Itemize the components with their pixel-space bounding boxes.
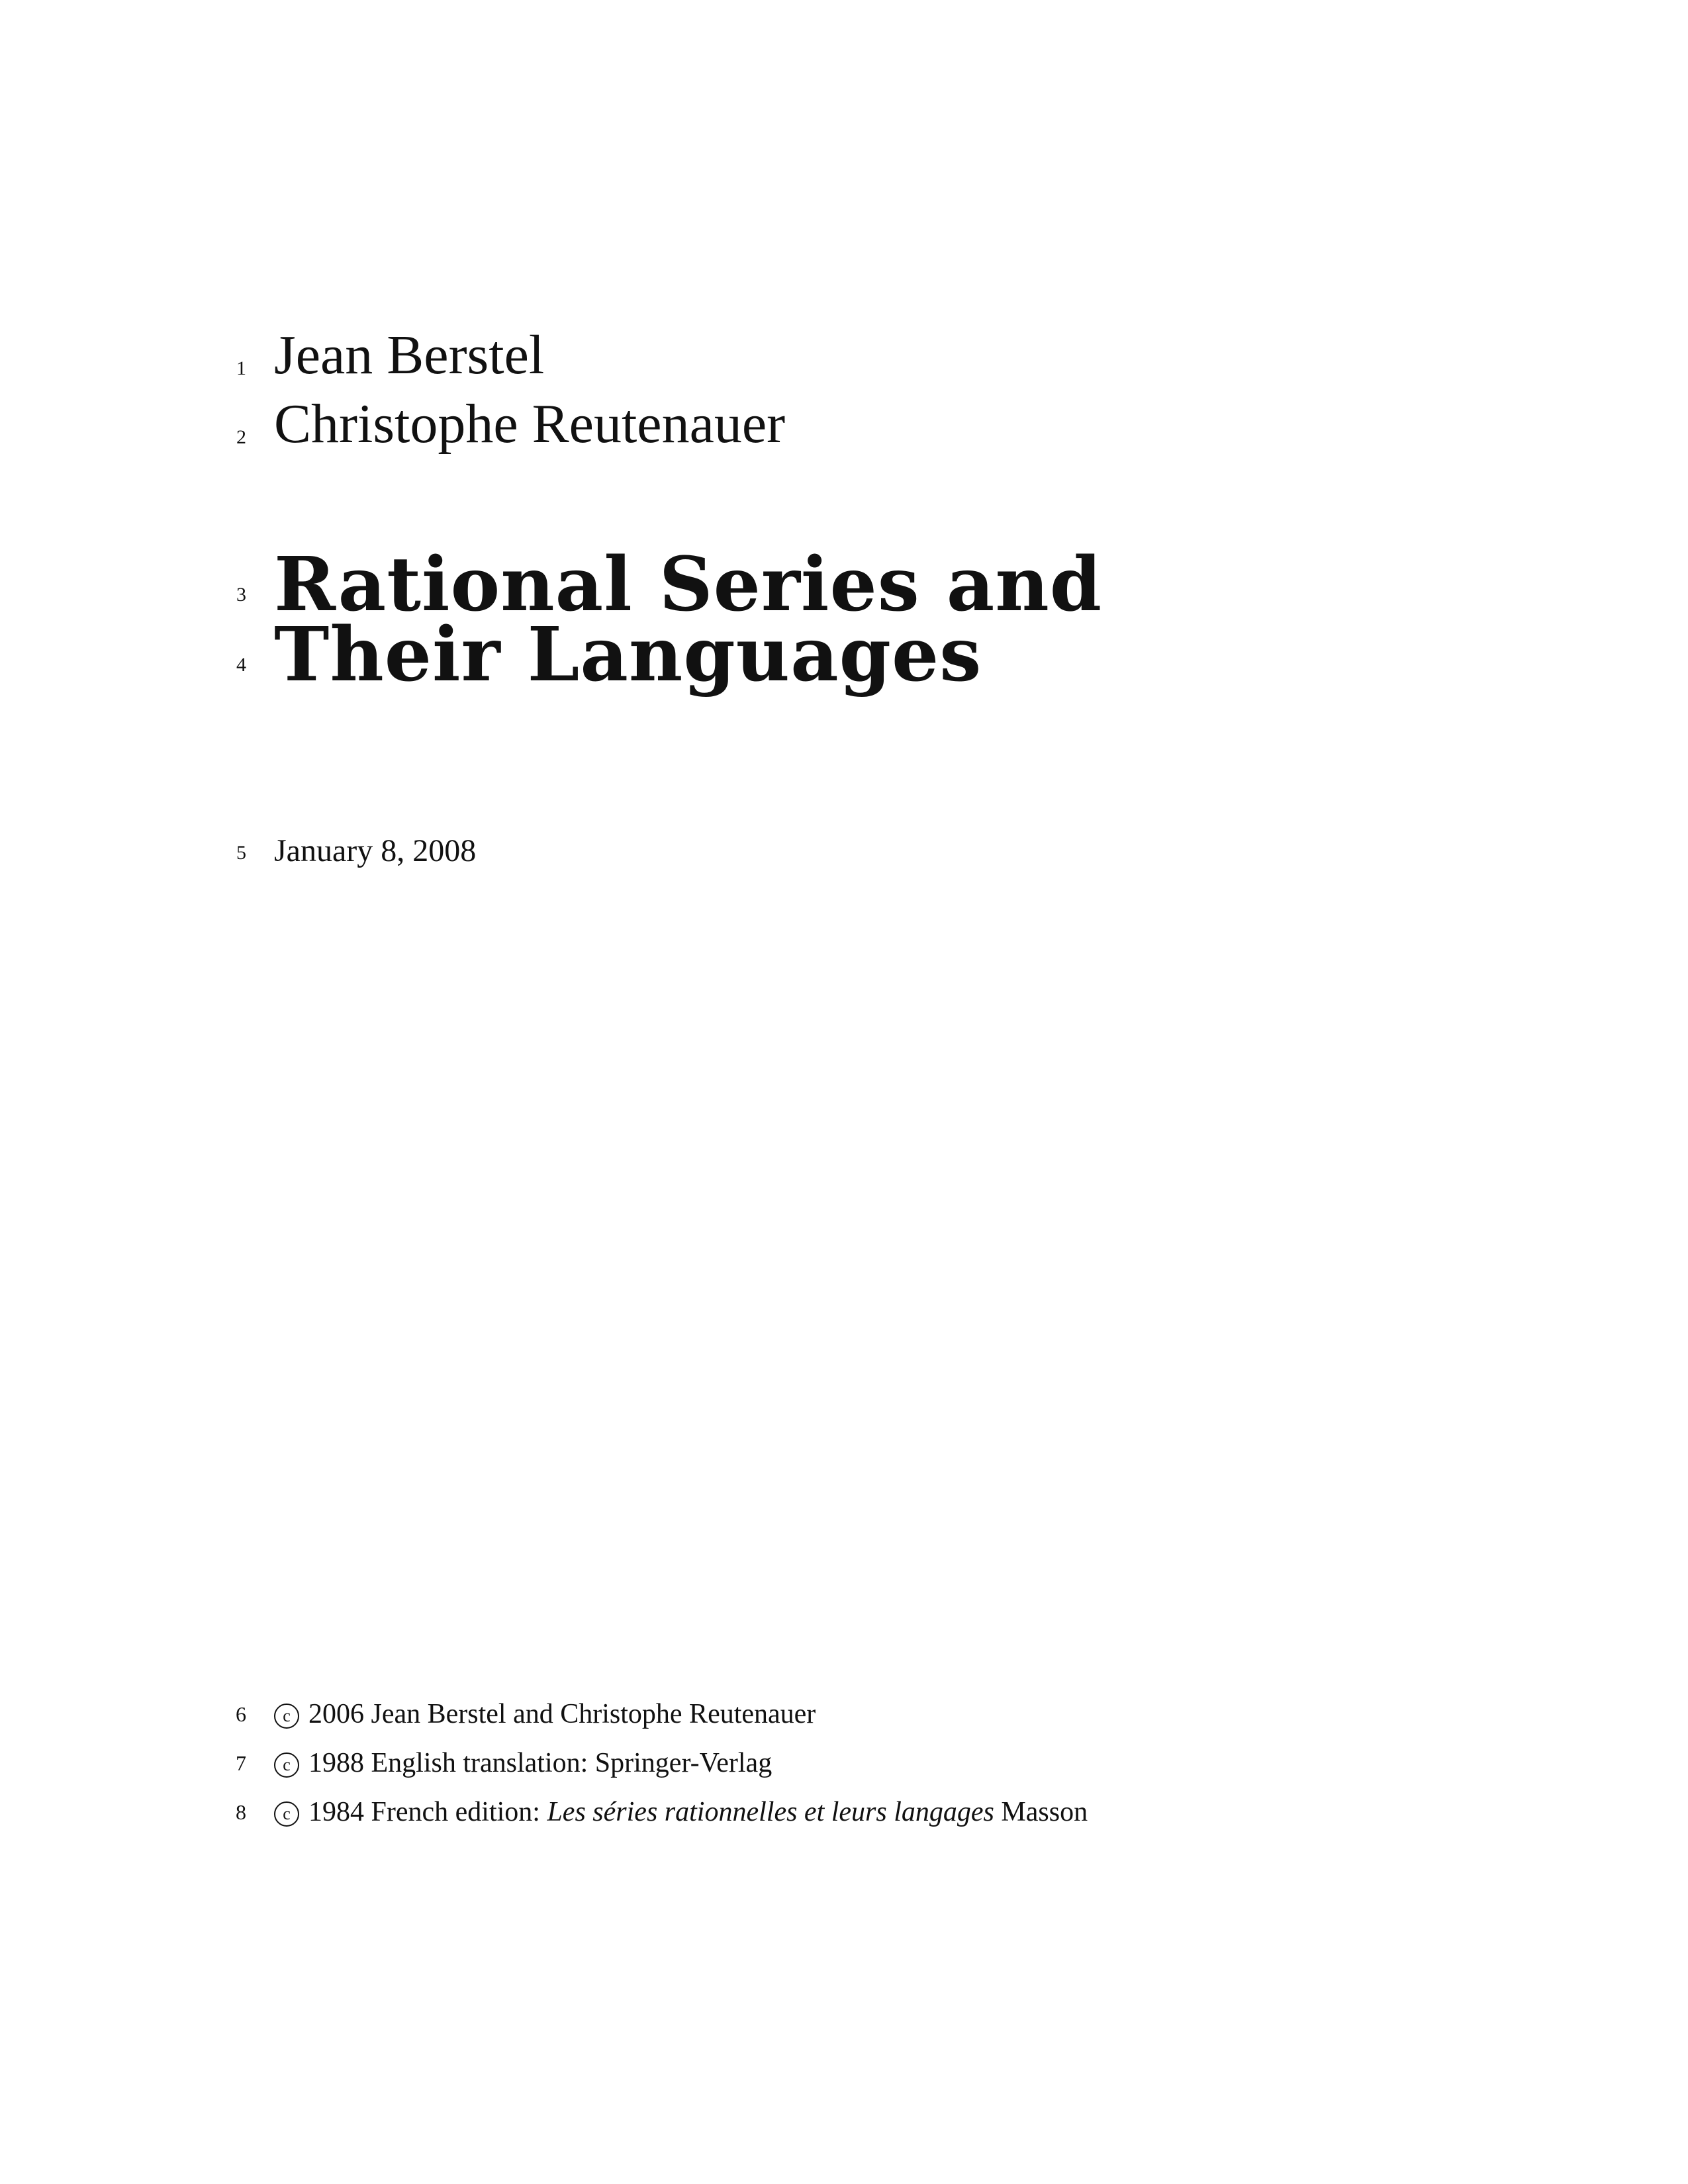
line-number: 1	[236, 357, 246, 379]
date-text: January 8, 2008	[274, 833, 477, 868]
copyright-suffix: Masson	[994, 1797, 1088, 1827]
line-number: 6	[236, 1702, 246, 1726]
book-title: Rational Series and	[274, 541, 1103, 628]
line-number: 8	[236, 1800, 246, 1824]
copyright-text	[274, 1796, 1088, 1828]
copyright-text	[274, 1747, 772, 1779]
copyright-body: 2006 Jean Berstel and Christophe Reutenauer	[308, 1699, 816, 1729]
copyright-icon: c	[274, 1704, 299, 1729]
copyright-text	[274, 1698, 816, 1730]
copyright-icon: c	[274, 1801, 299, 1827]
copyright-prefix: 1984 French edition:	[308, 1797, 547, 1827]
author-name: Jean Berstel	[274, 324, 545, 386]
book-title: Their Languages	[274, 612, 982, 698]
line-number: 5	[236, 842, 246, 864]
line-number: 2	[236, 426, 246, 448]
copyright-body: 1988 English translation: Springer-Verlag	[308, 1748, 773, 1778]
french-title: Les séries rationnelles et leurs langages	[547, 1797, 994, 1827]
line-number: 7	[236, 1751, 246, 1775]
line-number: 3	[236, 584, 246, 606]
line-number: 4	[236, 654, 246, 676]
copyright-icon: c	[274, 1752, 299, 1778]
author-name: Christophe Reutenauer	[274, 393, 786, 455]
